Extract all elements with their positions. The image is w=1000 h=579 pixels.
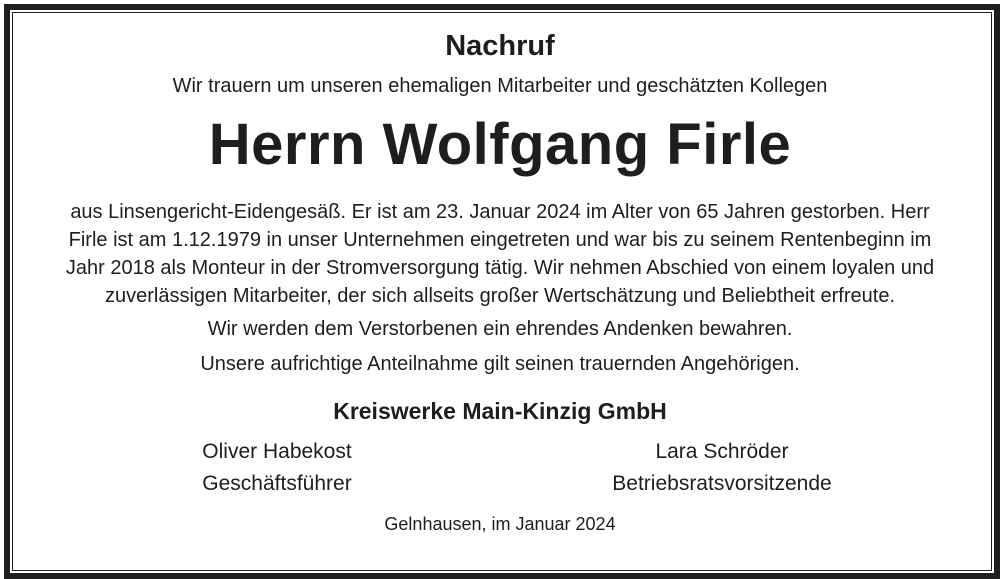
signatory-role: Geschäftsführer <box>202 472 352 495</box>
signatory-name: Lara Schröder <box>655 440 789 463</box>
body-line: Firle ist am 1.12.1979 in unser Unternehmen eingetreten und war bis zu seinem Rentenbeginn im <box>68 229 932 251</box>
body-line: Jahr 2018 als Monteur in der Stromversorgung tätig. Wir nehmen Abschied von einem loyalen und <box>65 257 935 279</box>
body-line: zuverlässigen Mitarbeiter, der sich allseits großer Wertschätzung und Beliebtheit erfreute. <box>104 285 895 307</box>
remembrance-text: Wir werden dem Verstorbenen ein ehrendes Andenken bewahren. <box>207 318 793 340</box>
notice-heading: Nachruf <box>445 30 555 62</box>
signatory-left <box>77 436 477 500</box>
body-line: aus Linsengericht-Eidengesäß. Er ist am 23. Januar 2024 im Alter von 65 Jahren gestorben. Herr <box>70 201 930 223</box>
deceased-name: Herrn Wolfgang Firle <box>208 112 792 177</box>
signatory-right <box>522 436 922 500</box>
signatory-name: Oliver Habekost <box>202 440 352 463</box>
notice-intro: Wir trauern um unseren ehemaligen Mitarbeiter und geschätzten Kollegen <box>172 75 828 97</box>
place-date: Gelnhausen, im Januar 2024 <box>384 514 616 534</box>
company-name: Kreiswerke Main-Kinzig GmbH <box>333 398 667 424</box>
signatory-role: Betriebsratsvorsitzende <box>612 472 832 495</box>
condolence-text: Unsere aufrichtige Anteilnahme gilt seinen trauernden Angehörigen. <box>200 353 800 375</box>
